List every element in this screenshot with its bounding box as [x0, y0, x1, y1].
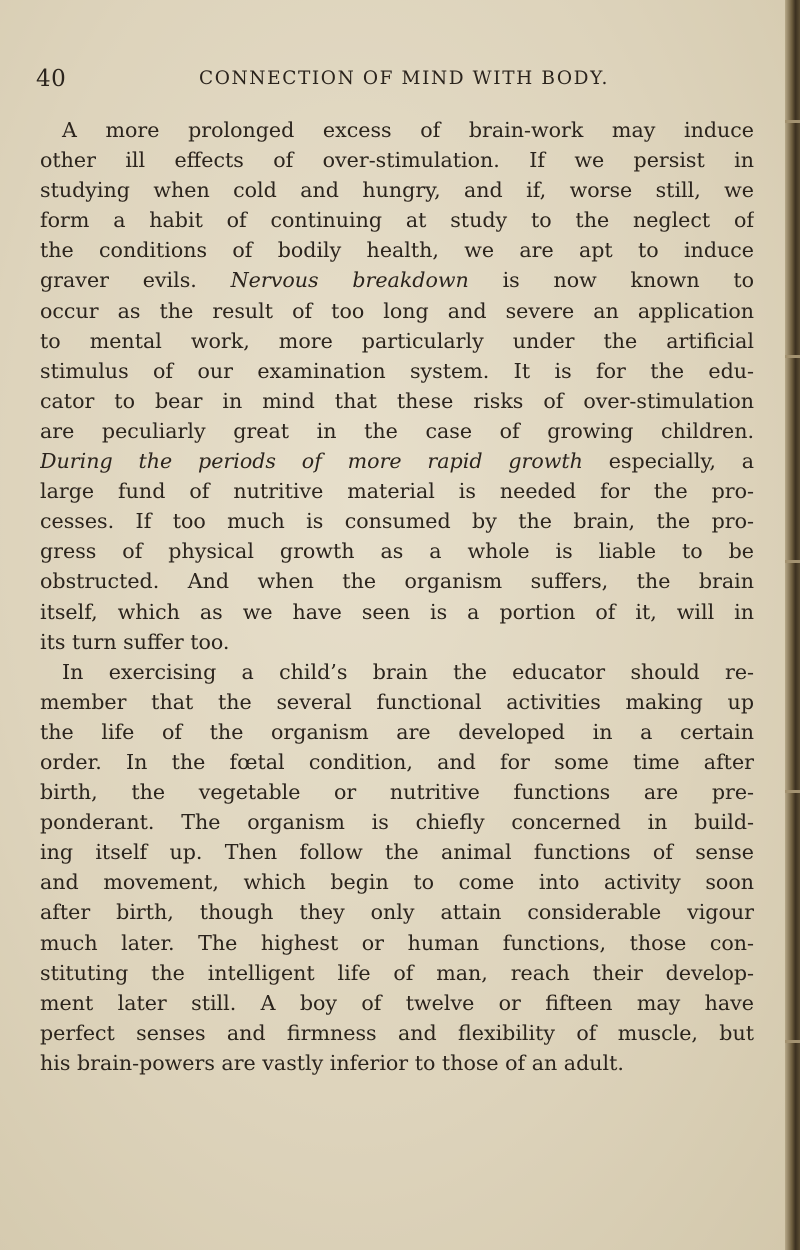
text-segment: is now known to	[502, 268, 754, 293]
text-line: cesses. If too much is consumed by the brain, the pro-	[40, 509, 754, 534]
text-line: the conditions of bodily health, we are apt to induce	[40, 238, 754, 263]
paragraph	[40, 115, 754, 657]
text-line: its turn suffer too.	[40, 629, 230, 654]
paragraph	[40, 657, 754, 1078]
gutter-mark	[785, 120, 800, 123]
gutter-mark	[785, 790, 800, 793]
text-line: A more prolonged excess of brain-work may induce	[62, 118, 754, 142]
emphasis-text: During the periods of more rapid growth	[40, 449, 583, 474]
text-line: form a habit of continuing at study to the neglect of	[40, 208, 754, 233]
text-segment: graver evils.	[40, 268, 197, 293]
text-line: ing itself up. Then follow the animal functions of sense	[40, 840, 754, 865]
text-line: occur as the result of too long and severe an application	[40, 298, 754, 323]
text-line: itself, which as we have seen is a portion of it, will in	[40, 599, 754, 624]
gutter-mark	[785, 355, 800, 358]
text-line: to mental work, more particularly under the artificial	[40, 328, 754, 353]
page-header	[36, 66, 756, 96]
text-line: stimulus of our examination system. It is for the edu-	[40, 358, 754, 383]
text-line	[40, 265, 754, 295]
text-line: large fund of nutritive material is needed for the pro-	[40, 479, 754, 504]
text-line: ponderant. The organism is chiefly concerned in build-	[40, 810, 754, 835]
gutter-mark	[785, 1040, 800, 1043]
page-number: 40	[36, 66, 67, 92]
text-line: much later. The highest or human functions, those con-	[40, 930, 754, 955]
text-line: obstructed. And when the organism suffers, the brain	[40, 569, 754, 594]
text-line: other ill effects of over-stimulation. If we persist in	[40, 148, 754, 173]
text-line: perfect senses and firmness and flexibility of muscle, but	[40, 1020, 754, 1045]
text-line: after birth, though they only attain considerable vigour	[40, 900, 754, 925]
text-segment: especially, a	[608, 449, 754, 474]
text-line: member that the several functional activities making up	[40, 689, 754, 714]
running-head: CONNECTION OF MIND WITH BODY.	[199, 68, 609, 89]
text-line: the life of the organism are developed in a certain	[40, 719, 754, 744]
text-line	[40, 446, 754, 476]
text-line: ment later still. A boy of twelve or fifteen may have	[40, 990, 754, 1015]
emphasis-text: Nervous breakdown	[230, 268, 469, 293]
text-line: birth, the vegetable or nutritive functions are pre-	[40, 780, 754, 805]
text-line: In exercising a child’s brain the educator should re-	[62, 659, 754, 684]
gutter-mark	[785, 560, 800, 563]
text-line: and movement, which begin to come into activity soon	[40, 870, 754, 895]
text-line: order. In the fœtal condition, and for some time after	[40, 749, 754, 774]
text-line: cator to bear in mind that these risks of over-stimulation	[40, 388, 754, 413]
page-gutter-edge	[785, 0, 800, 1250]
text-line: his brain-powers are vastly inferior to those of an adult.	[40, 1050, 624, 1075]
text-line: stituting the intelligent life of man, reach their develop-	[40, 960, 754, 985]
body-text	[40, 115, 754, 1078]
text-line: studying when cold and hungry, and if, worse still, we	[40, 178, 754, 203]
text-line: gress of physical growth as a whole is liable to be	[40, 539, 754, 564]
text-line: are peculiarly great in the case of growing children.	[40, 418, 754, 443]
